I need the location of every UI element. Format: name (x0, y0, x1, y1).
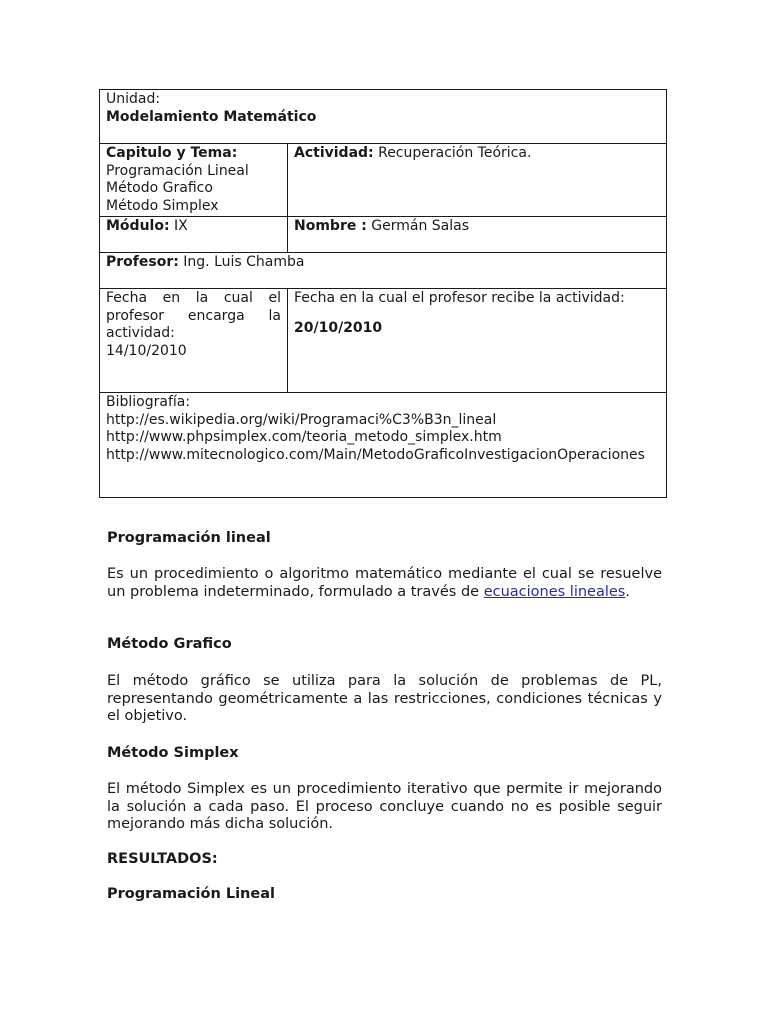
pl-text-before: Es un procedimiento o algoritmo matemático mediante el cual se resuelve un problema indeterminado, formulado a través de (107, 566, 662, 600)
unidad-value: Modelamiento Matemático (106, 108, 317, 125)
bibliografia-link-2[interactable]: http://www.phpsimplex.com/teoria_metodo_simplex.htm (106, 429, 502, 445)
fecha-recibe-label: Fecha en la cual el profesor recibe la actividad: (294, 290, 625, 306)
section-title-metodo-simplex: Método Simplex (107, 745, 239, 761)
capitulo-item-2: Método Grafico (106, 180, 213, 196)
fecha-recibe-cell (288, 289, 667, 393)
profesor-label: Profesor: (106, 254, 179, 270)
capitulo-row (100, 144, 667, 217)
modulo-value: IX (169, 218, 188, 234)
course-info-table (99, 89, 667, 498)
unidad-cell (100, 90, 667, 144)
fechas-row (100, 289, 667, 393)
unidad-label: Unidad: (106, 91, 161, 107)
profesor-row (100, 253, 667, 289)
paragraph-metodo-simplex: El método Simplex es un procedimiento iterativo que permite ir mejorando la solución a cada paso. El proceso concluye cuando no es posible seguir mejorando más dicha solución. (107, 781, 662, 832)
bibliografia-link-3[interactable]: http://www.mitecnologico.com/Main/MetodoGraficoInvestigacionOperaciones (106, 446, 645, 463)
nombre-cell (288, 217, 667, 253)
section-title-programacion-lineal-2: Programación Lineal (107, 886, 275, 902)
actividad-cell (288, 144, 667, 217)
modulo-cell (100, 217, 288, 253)
paragraph-programacion-lineal (107, 566, 662, 601)
profesor-cell (100, 253, 667, 289)
capitulo-item-1: Programación Lineal (106, 162, 249, 179)
paragraph-metodo-grafico: El método gráfico se utiliza para la solución de problemas de PL, representando geométricamente a las restricciones, condiciones técnicas y el objetivo. (107, 673, 662, 724)
modulo-label: Módulo: (106, 218, 170, 234)
bibliografia-row (100, 393, 667, 498)
fecha-recibe-value: 20/10/2010 (294, 319, 383, 336)
fecha-encarga-label: Fecha en la cual el profesor encarga la actividad: (106, 290, 281, 341)
bibliografia-label: Bibliografía: (106, 394, 191, 410)
profesor-value: Ing. Luis Chamba (178, 254, 305, 270)
unidad-row (100, 90, 667, 144)
ecuaciones-lineales-link[interactable]: ecuaciones lineales (483, 583, 626, 600)
modulo-row (100, 217, 667, 253)
actividad-label: Actividad: (294, 145, 374, 161)
actividad-value: Recuperación Teórica. (373, 145, 532, 161)
bibliografia-cell (100, 393, 667, 498)
pl-text-after: . (625, 583, 630, 600)
capitulo-cell (100, 144, 288, 217)
fecha-encarga-cell (100, 289, 288, 393)
section-title-metodo-grafico: Método Grafico (107, 636, 232, 652)
capitulo-label: Capitulo y Tema: (106, 145, 238, 161)
nombre-label: Nombre : (294, 218, 367, 234)
capitulo-item-3: Método Simplex (106, 197, 219, 214)
bibliografia-link-1[interactable]: http://es.wikipedia.org/wiki/Programaci%C3%B3n_lineal (106, 411, 497, 428)
nombre-value: Germán Salas (366, 218, 470, 234)
section-title-resultados: RESULTADOS: (107, 851, 218, 867)
fecha-encarga-value: 14/10/2010 (106, 342, 187, 359)
section-title-programacion-lineal: Programación lineal (107, 530, 271, 546)
